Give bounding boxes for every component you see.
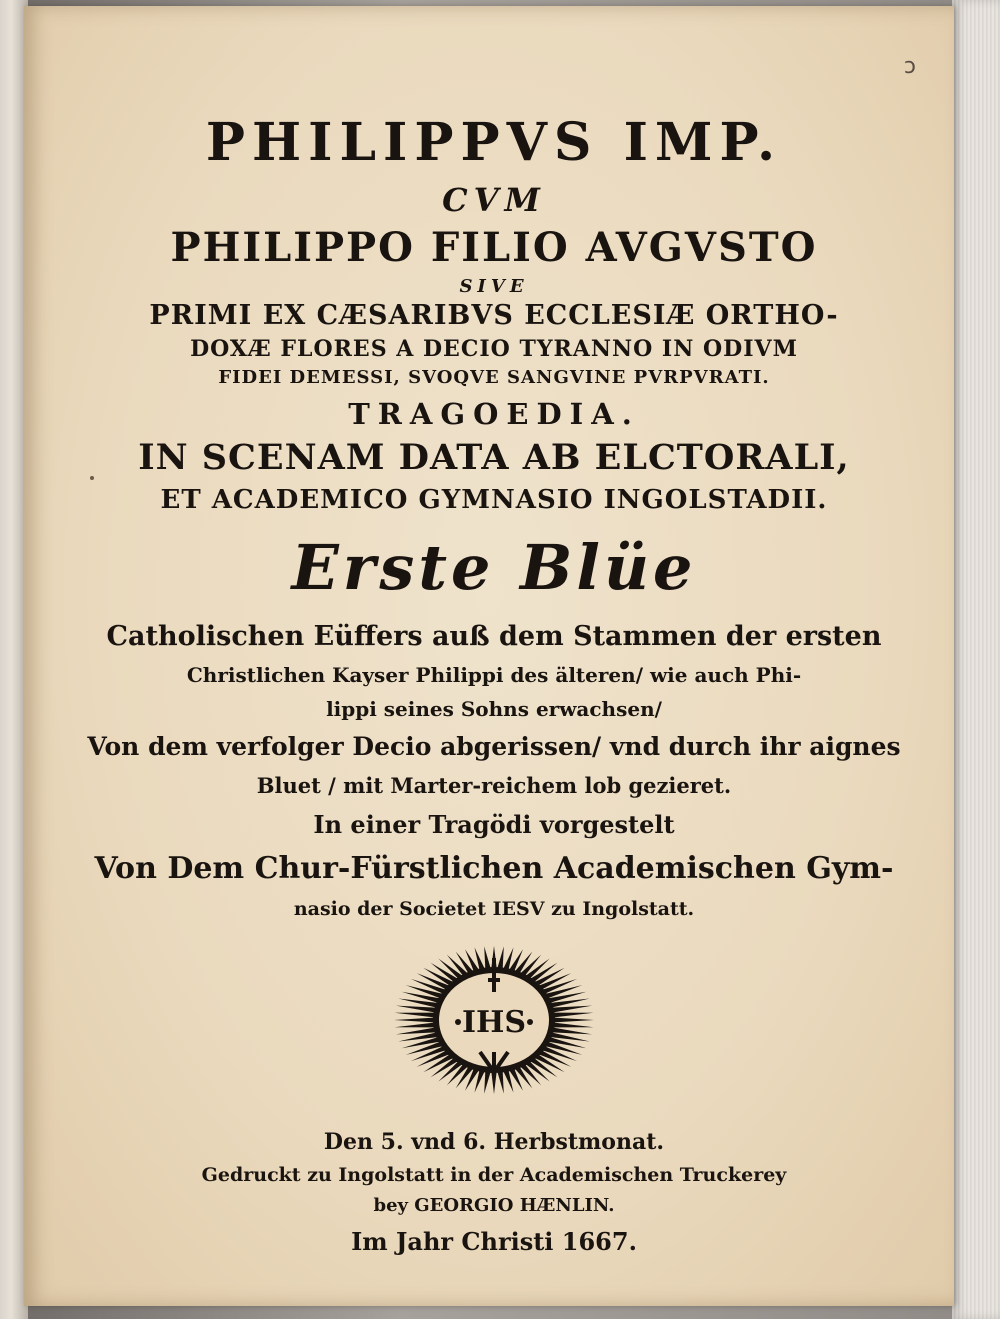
german-line-1: Catholischen Eüffers auß dem Stammen der ersten [106,621,882,652]
emblem-ray [550,1006,592,1013]
printer-line-2: bey GEORGIO HÆNLIN. [373,1195,615,1216]
title-line-2: CVM [442,181,546,219]
title-line-4: SIVE [459,276,529,297]
emblem-ray [396,1027,438,1034]
german-line-8: nasio der Societet IESV zu Ingolstatt. [293,898,695,920]
title-page [24,6,954,1306]
emblem-ray [552,1018,594,1023]
german-line-7: Von Dem Chur-Fürstlichen Academischen Gym- [94,851,894,886]
staging-line-2: ET ACADEMICO GYMNASIO INGOLSTADII. [160,485,828,515]
german-line-4: Von dem verfolger Decio abgerissen/ vnd durch ihr aignes [87,732,901,761]
german-heading: Erste Blüe [291,531,697,604]
emblem-ray [551,1013,593,1018]
emblem-ray [551,1022,593,1027]
german-line-3: lippi seines Sohns erwachsen/ [326,697,662,721]
subtitle-line-2: DOXÆ FLORES A DECIO TYRANNO IN ODIVM [190,336,798,362]
date-line: Den 5. vnd 6. Herbstmonat. [323,1129,665,1155]
page-edges [952,0,1000,1319]
year-line: Im Jahr Christi 1667. [351,1227,637,1256]
german-line-6: In einer Tragödi vorgestelt [313,810,675,839]
emblem-ray [395,1022,437,1027]
subtitle-line-1: PRIMI EX CÆSARIBVS ECCLESIÆ ORTHO- [149,300,839,331]
subtitle-line-3: FIDEI DEMESSI, SVOQVE SANGVINE PVRPVRATI. [218,367,770,388]
staging-line-1: IN SCENAM DATA AB ELCTORALI, [138,437,850,478]
emblem-ray [550,1027,592,1034]
emblem-monogram: IHS [461,1005,527,1040]
title-page-text [64,106,924,1262]
emblem-ray [484,1070,491,1094]
emblem-ray [497,1070,504,1094]
emblem-ray [395,1013,437,1018]
title-line-1: PHILIPPVS IMP. [205,112,783,173]
title-line-3: PHILIPPO FILIO AVGVSTO [170,224,818,271]
german-line-5: Bluet / mit Marter-reichem lob gezieret. [256,773,732,798]
emblem-ray [396,1006,438,1013]
genre-line: TRAGOEDIA. [348,397,640,431]
emblem-ray [394,1018,436,1023]
printer-line-1: Gedruckt zu Ingolstatt in der Academischen Truckerey [201,1164,787,1186]
margin-mark: ɔ [903,54,916,79]
ihs-sunburst-seal-icon [384,940,604,1100]
emblem-container [64,940,924,1116]
emblem-ray [497,946,504,970]
german-line-2: Christlichen Kayser Philippi des älteren/ wie auch Phi- [186,663,802,687]
emblem-ray [484,946,491,970]
